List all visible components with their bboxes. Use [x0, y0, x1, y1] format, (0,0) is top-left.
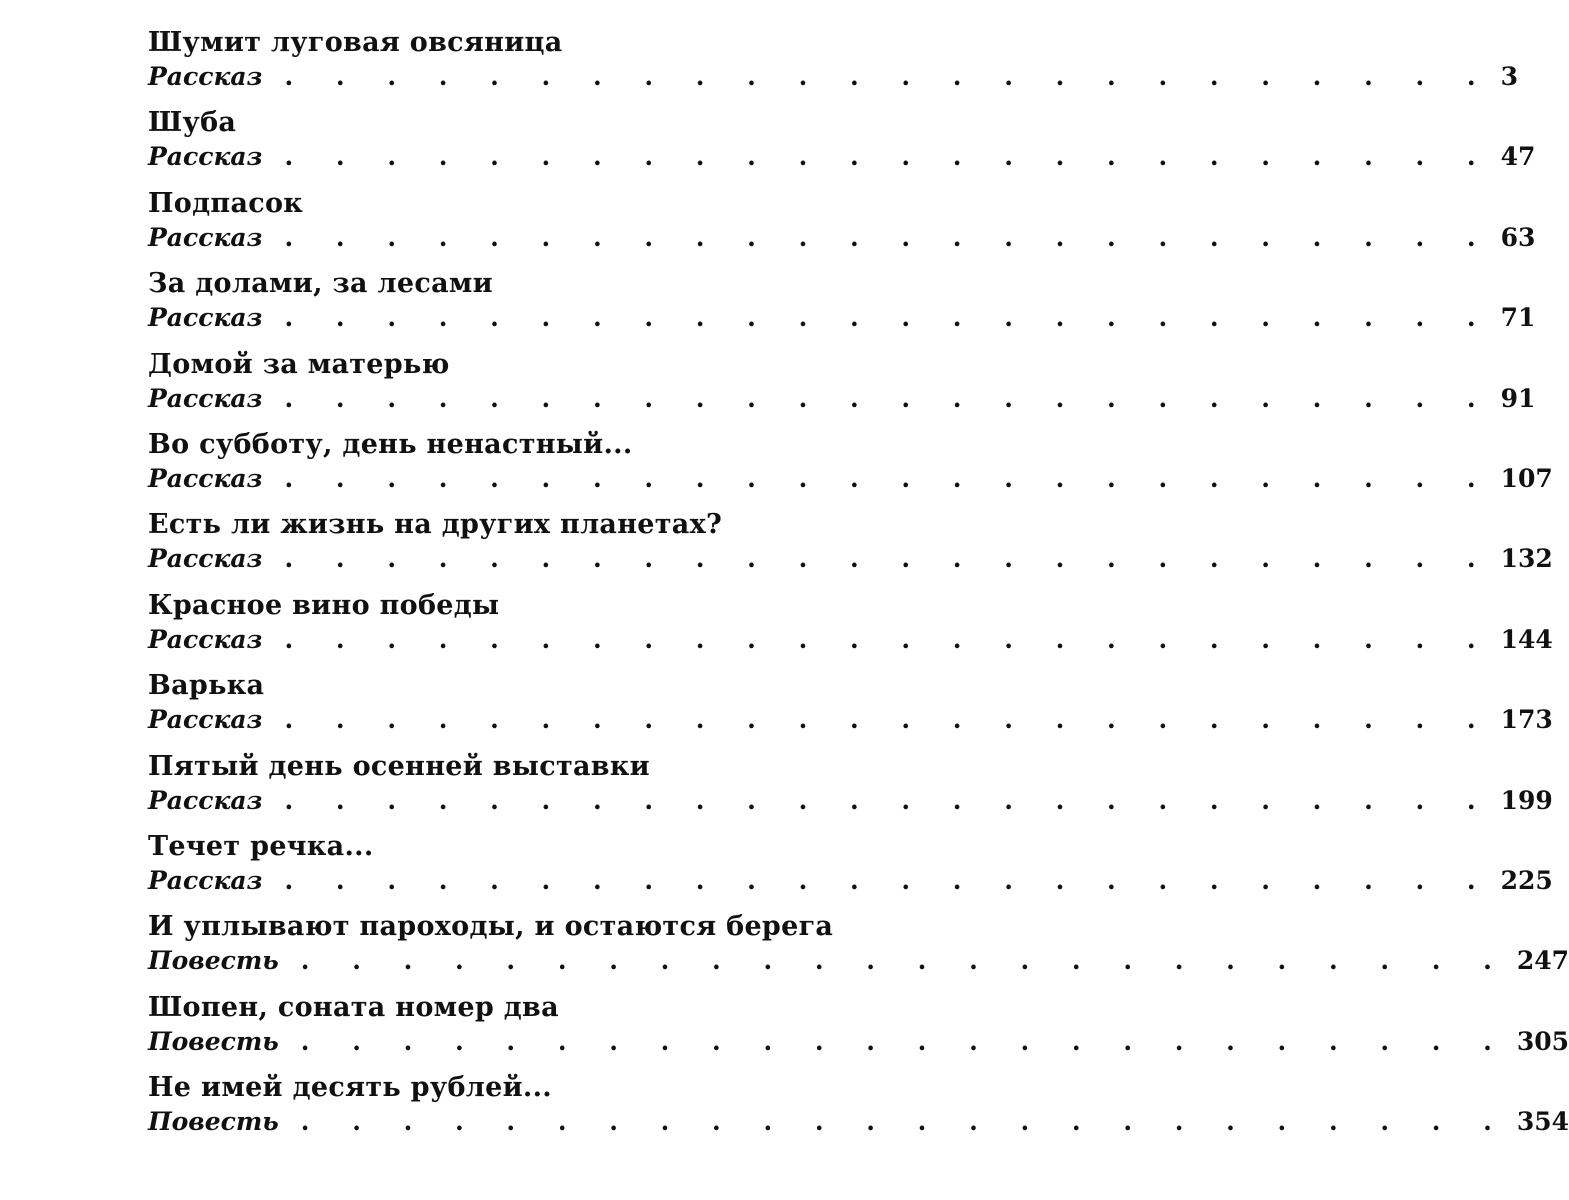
entry-page-number: 247	[1516, 946, 1569, 976]
entry-title: Во субботу, день ненастный...	[148, 428, 633, 460]
entry-row	[148, 864, 1553, 898]
entry-page-number: 144	[1500, 624, 1553, 654]
entry-page-number: 305	[1516, 1026, 1569, 1056]
entry-title: Пятый день осенней выставки	[148, 750, 650, 782]
entry-genre: Рассказ	[148, 544, 263, 574]
entry-row	[148, 1105, 1569, 1139]
entry-row	[148, 462, 1553, 496]
entry-page-number: 91	[1500, 383, 1536, 413]
entry-page-number: 63	[1500, 222, 1536, 252]
entry-page-number: 354	[1516, 1107, 1569, 1137]
entry-genre: Повесть	[148, 1026, 279, 1056]
toc-entry	[148, 904, 1569, 984]
entry-title: Шуба	[148, 107, 237, 139]
entry-page-number: 173	[1500, 705, 1553, 735]
dot-leader: . . . . . . . . . . . . . . . . . . . . . . . .	[284, 785, 1493, 815]
entry-title: И уплывают пароходы, и остаются берега	[148, 911, 834, 943]
entry-page-number: 199	[1500, 785, 1553, 815]
entry-genre: Рассказ	[148, 142, 263, 172]
entry-genre: Рассказ	[148, 303, 263, 333]
entry-row	[148, 542, 1553, 576]
entry-genre: Рассказ	[148, 222, 263, 252]
entry-genre: Рассказ	[148, 463, 263, 493]
entry-title: Течет речка...	[148, 830, 374, 862]
toc-entry	[148, 985, 1569, 1065]
entry-row	[148, 301, 1536, 335]
entry-genre: Рассказ	[148, 705, 263, 735]
entry-genre: Повесть	[148, 946, 279, 976]
entry-row	[148, 623, 1553, 657]
entry-genre: Рассказ	[148, 624, 263, 654]
entry-title: Шопен, соната номер два	[148, 991, 559, 1023]
entry-row	[148, 1025, 1569, 1059]
entry-genre: Повесть	[148, 1107, 279, 1137]
dot-leader: . . . . . . . . . . . . . . . . . . . . . . . .	[284, 624, 1493, 654]
entry-row	[148, 703, 1553, 737]
toc-entry	[148, 181, 1536, 261]
dot-leader: . . . . . . . . . . . . . . . . . . . . . . . .	[300, 1107, 1509, 1137]
table-of-contents	[148, 20, 1569, 1145]
entry-page-number: 107	[1500, 463, 1553, 493]
dot-leader: . . . . . . . . . . . . . . . . . . . . . . . .	[284, 222, 1493, 252]
entry-title: Варька	[148, 670, 265, 702]
entry-page-number: 71	[1500, 303, 1536, 333]
toc-entry	[148, 663, 1553, 743]
entry-title: Не имей десять рублей...	[148, 1072, 552, 1104]
entry-page-number: 47	[1500, 142, 1536, 172]
toc-entry	[148, 744, 1553, 824]
dot-leader: . . . . . . . . . . . . . . . . . . . . . . . .	[284, 463, 1493, 493]
entry-title: Домой за матерью	[148, 348, 450, 380]
toc-entry	[148, 1065, 1569, 1145]
dot-leader: . . . . . . . . . . . . . . . . . . . . . . . .	[284, 303, 1493, 333]
entry-row	[148, 944, 1569, 978]
dot-leader: . . . . . . . . . . . . . . . . . . . . . . . .	[284, 705, 1493, 735]
toc-entry	[148, 261, 1536, 341]
entry-genre: Рассказ	[148, 865, 263, 895]
dot-leader: . . . . . . . . . . . . . . . . . . . . . . . .	[284, 62, 1493, 91]
entry-title: Шумит луговая овсяница	[148, 27, 563, 58]
toc-entry	[148, 422, 1553, 502]
entry-row	[148, 140, 1536, 174]
entry-genre: Рассказ	[148, 383, 263, 413]
entry-page-number: 3	[1500, 62, 1518, 91]
toc-entry	[148, 342, 1536, 422]
toc-entry	[148, 100, 1536, 180]
toc-entry	[148, 824, 1553, 904]
entry-title: Красное вино победы	[148, 589, 500, 621]
entry-page-number: 225	[1500, 865, 1553, 895]
dot-leader: . . . . . . . . . . . . . . . . . . . . . . . .	[284, 142, 1493, 172]
entry-row	[148, 784, 1553, 818]
entry-row	[148, 221, 1536, 255]
dot-leader: . . . . . . . . . . . . . . . . . . . . . . . .	[284, 383, 1493, 413]
dot-leader: . . . . . . . . . . . . . . . . . . . . . . . .	[300, 1026, 1509, 1056]
entry-row	[148, 60, 1518, 94]
entry-page-number: 132	[1500, 544, 1553, 574]
dot-leader: . . . . . . . . . . . . . . . . . . . . . . . .	[284, 544, 1493, 574]
toc-entry	[148, 583, 1553, 663]
entry-title: Подпасок	[148, 187, 304, 219]
dot-leader: . . . . . . . . . . . . . . . . . . . . . . . .	[284, 865, 1493, 895]
entry-genre: Рассказ	[148, 785, 263, 815]
dot-leader: . . . . . . . . . . . . . . . . . . . . . . . .	[300, 946, 1509, 976]
entry-genre: Рассказ	[148, 62, 263, 91]
entry-row	[148, 382, 1536, 416]
toc-entry	[148, 502, 1553, 582]
toc-entry	[148, 20, 1518, 100]
entry-title: Есть ли жизнь на других планетах?	[148, 509, 723, 541]
entry-title: За долами, за лесами	[148, 268, 493, 300]
